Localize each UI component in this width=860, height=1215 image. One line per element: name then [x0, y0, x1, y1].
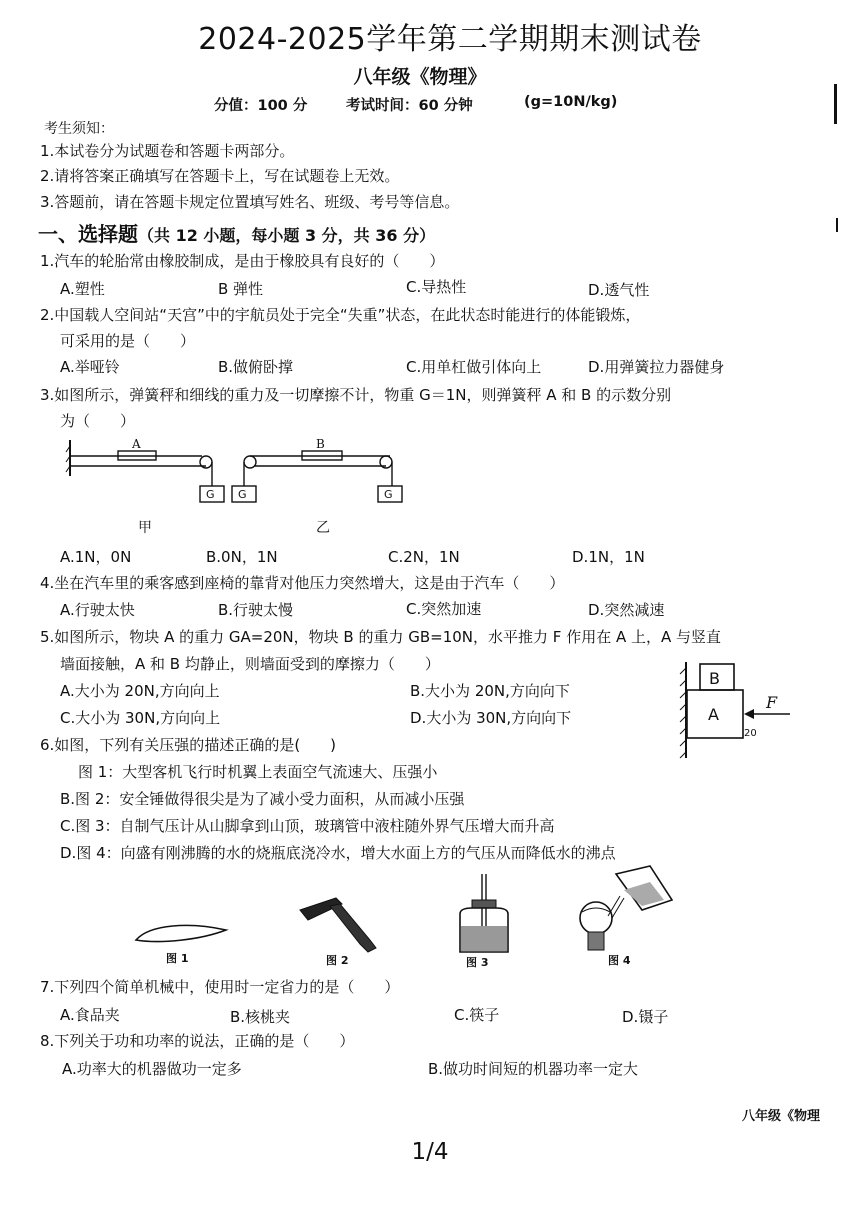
option-a: 图 1：大型客机飞行时机翼上表面空气流速大、压强小 — [78, 763, 438, 781]
option-d: D.镊子 — [622, 1008, 669, 1026]
weight-label: G — [206, 488, 215, 501]
wall-block-diagram — [678, 662, 794, 760]
notice-item: 3.答题前，请在答题卡规定位置填写姓名、班级、考号等信息。 — [40, 193, 460, 211]
figure-label-jia: 甲 — [138, 520, 152, 536]
section-heading — [38, 218, 435, 247]
question-stem-cont: 为（ ） — [60, 412, 136, 430]
question-stem: 1.汽车的轮胎常由橡胶制成，是由于橡胶具有良好的（ ） — [40, 252, 445, 270]
block-b-label: B — [709, 669, 720, 688]
figure-caption: 图 3 — [466, 956, 489, 969]
option-c: C.导热性 — [406, 278, 467, 296]
section-detail: （共 12 小题，每小题 3 分，共 36 分） — [138, 226, 436, 245]
question-stem-cont: 墙面接触，A 和 B 均静止，则墙面受到的摩擦力（ ） — [60, 655, 440, 673]
airfoil-figure — [130, 918, 230, 968]
spring-a-label: A — [132, 437, 141, 451]
question-stem: 3.如图所示，弹簧秤和细线的重力及一切摩擦不计，物重 G＝1N，则弹簧秤 A 和 B 的示数分别 — [40, 386, 672, 404]
block-a-label: A — [708, 705, 719, 724]
spring-b-label: B — [316, 437, 325, 451]
option-a: A.功率大的机器做功一定多 — [62, 1060, 242, 1078]
notice-heading: 考生须知： — [44, 121, 114, 137]
option-b: B.0N，1N — [206, 548, 278, 566]
option-a: A.塑性 — [60, 280, 105, 298]
option-b: B 弹性 — [218, 280, 264, 298]
exam-title: 2024-2025学年第二学期期末测试卷 — [198, 22, 702, 57]
flask-cooling-figure — [572, 860, 692, 970]
safety-hammer-figure — [296, 894, 396, 968]
option-a: A.举哑铃 — [60, 358, 120, 376]
option-b: B.核桃夹 — [230, 1008, 291, 1026]
option-c: C.突然加速 — [406, 600, 482, 618]
spring-scale-diagram — [66, 436, 406, 548]
option-b: B.做功时间短的机器功率一定大 — [428, 1060, 639, 1078]
option-a: A.大小为 20N,方向向上 — [60, 682, 220, 700]
option-a: A.1N，0N — [60, 548, 132, 566]
figure-caption: 图 2 — [326, 954, 349, 967]
option-c: C.筷子 — [454, 1006, 500, 1024]
figure-label-yi: 乙 — [316, 520, 330, 536]
weight-label: G — [384, 488, 393, 501]
question-stem: 2.中国载人空间站“天宫”中的宇航员处于完全“失重”状态，在此状态时能进行的体能锻炼， — [40, 306, 641, 324]
page-number: 1/4 — [411, 1139, 449, 1165]
question-stem: 4.坐在汽车里的乘客感到座椅的靠背对他压力突然增大，这是由于汽车（ ） — [40, 574, 565, 592]
option-c: C.2N，1N — [388, 548, 460, 566]
figure-caption: 图 1 — [166, 952, 189, 965]
notice-item: 1.本试卷分为试题卷和答题卡两部分。 — [40, 142, 295, 160]
option-d: D.用弹簧拉力器健身 — [588, 358, 725, 376]
figure-caption: 图 4 — [608, 954, 631, 967]
notice-item: 2.请将答案正确填写在答题卡上，写在试题卷上无效。 — [40, 167, 400, 185]
question-stem: 7.下列四个简单机械中，使用时一定省力的是（ ） — [40, 978, 400, 996]
option-a: A.行驶太快 — [60, 601, 135, 619]
option-b: B.做俯卧撑 — [218, 358, 294, 376]
option-c: C.大小为 30N,方向向上 — [60, 709, 221, 727]
option-b: B.大小为 20N,方向向下 — [410, 682, 570, 700]
time-info: 考试时间：60 分钟 — [346, 98, 473, 114]
option-d: D.透气性 — [588, 281, 650, 299]
scan-edge-mark — [836, 218, 838, 232]
force-label: F — [766, 693, 778, 712]
figure-right — [232, 451, 402, 502]
option-a: A.食品夹 — [60, 1006, 120, 1024]
gravity-note: (g=10N/kg) — [524, 94, 618, 110]
option-c: C.用单杠做引体向上 — [406, 358, 542, 376]
option-d: D.大小为 30N,方向向下 — [410, 709, 572, 727]
scan-edge-mark — [834, 84, 837, 124]
question-stem: 5.如图所示，物块 A 的重力 GA=20N，物块 B 的重力 GB=10N，水平推力 F 作用在 A 上，A 与竖直 — [40, 628, 722, 646]
exam-subtitle: 八年级《物理》 — [353, 66, 487, 88]
option-b: B.行驶太慢 — [218, 601, 294, 619]
option-d: D.1N，1N — [572, 548, 645, 566]
score-info: 分值：100 分 — [214, 98, 308, 114]
figure-left — [66, 440, 224, 502]
question-stem-cont: 可采用的是（ ） — [60, 332, 196, 350]
section-title: 一、选择题 — [38, 222, 138, 246]
option-c: C.图 3：自制气压计从山脚拿到山顶，玻璃管中液柱随外界气压增大而升高 — [60, 817, 555, 835]
option-b: B.图 2：安全锤做得很尖是为了减小受力面积，从而减小压强 — [60, 790, 465, 808]
option-d: D.图 4：向盛有刚沸腾的水的烧瓶底浇冷水，增大水面上方的气压从而降低水的沸点 — [60, 844, 616, 862]
question-stem: 8.下列关于功和功率的说法，正确的是（ ） — [40, 1032, 355, 1050]
handwritten-note: 20 — [744, 728, 757, 739]
barometer-bottle-figure — [450, 874, 520, 968]
weight-label: G — [238, 488, 247, 501]
question-stem: 6.如图，下列有关压强的描述正确的是( ) — [40, 736, 337, 754]
footer-subject: 八年级《物理 — [742, 1109, 821, 1124]
option-d: D.突然减速 — [588, 601, 665, 619]
